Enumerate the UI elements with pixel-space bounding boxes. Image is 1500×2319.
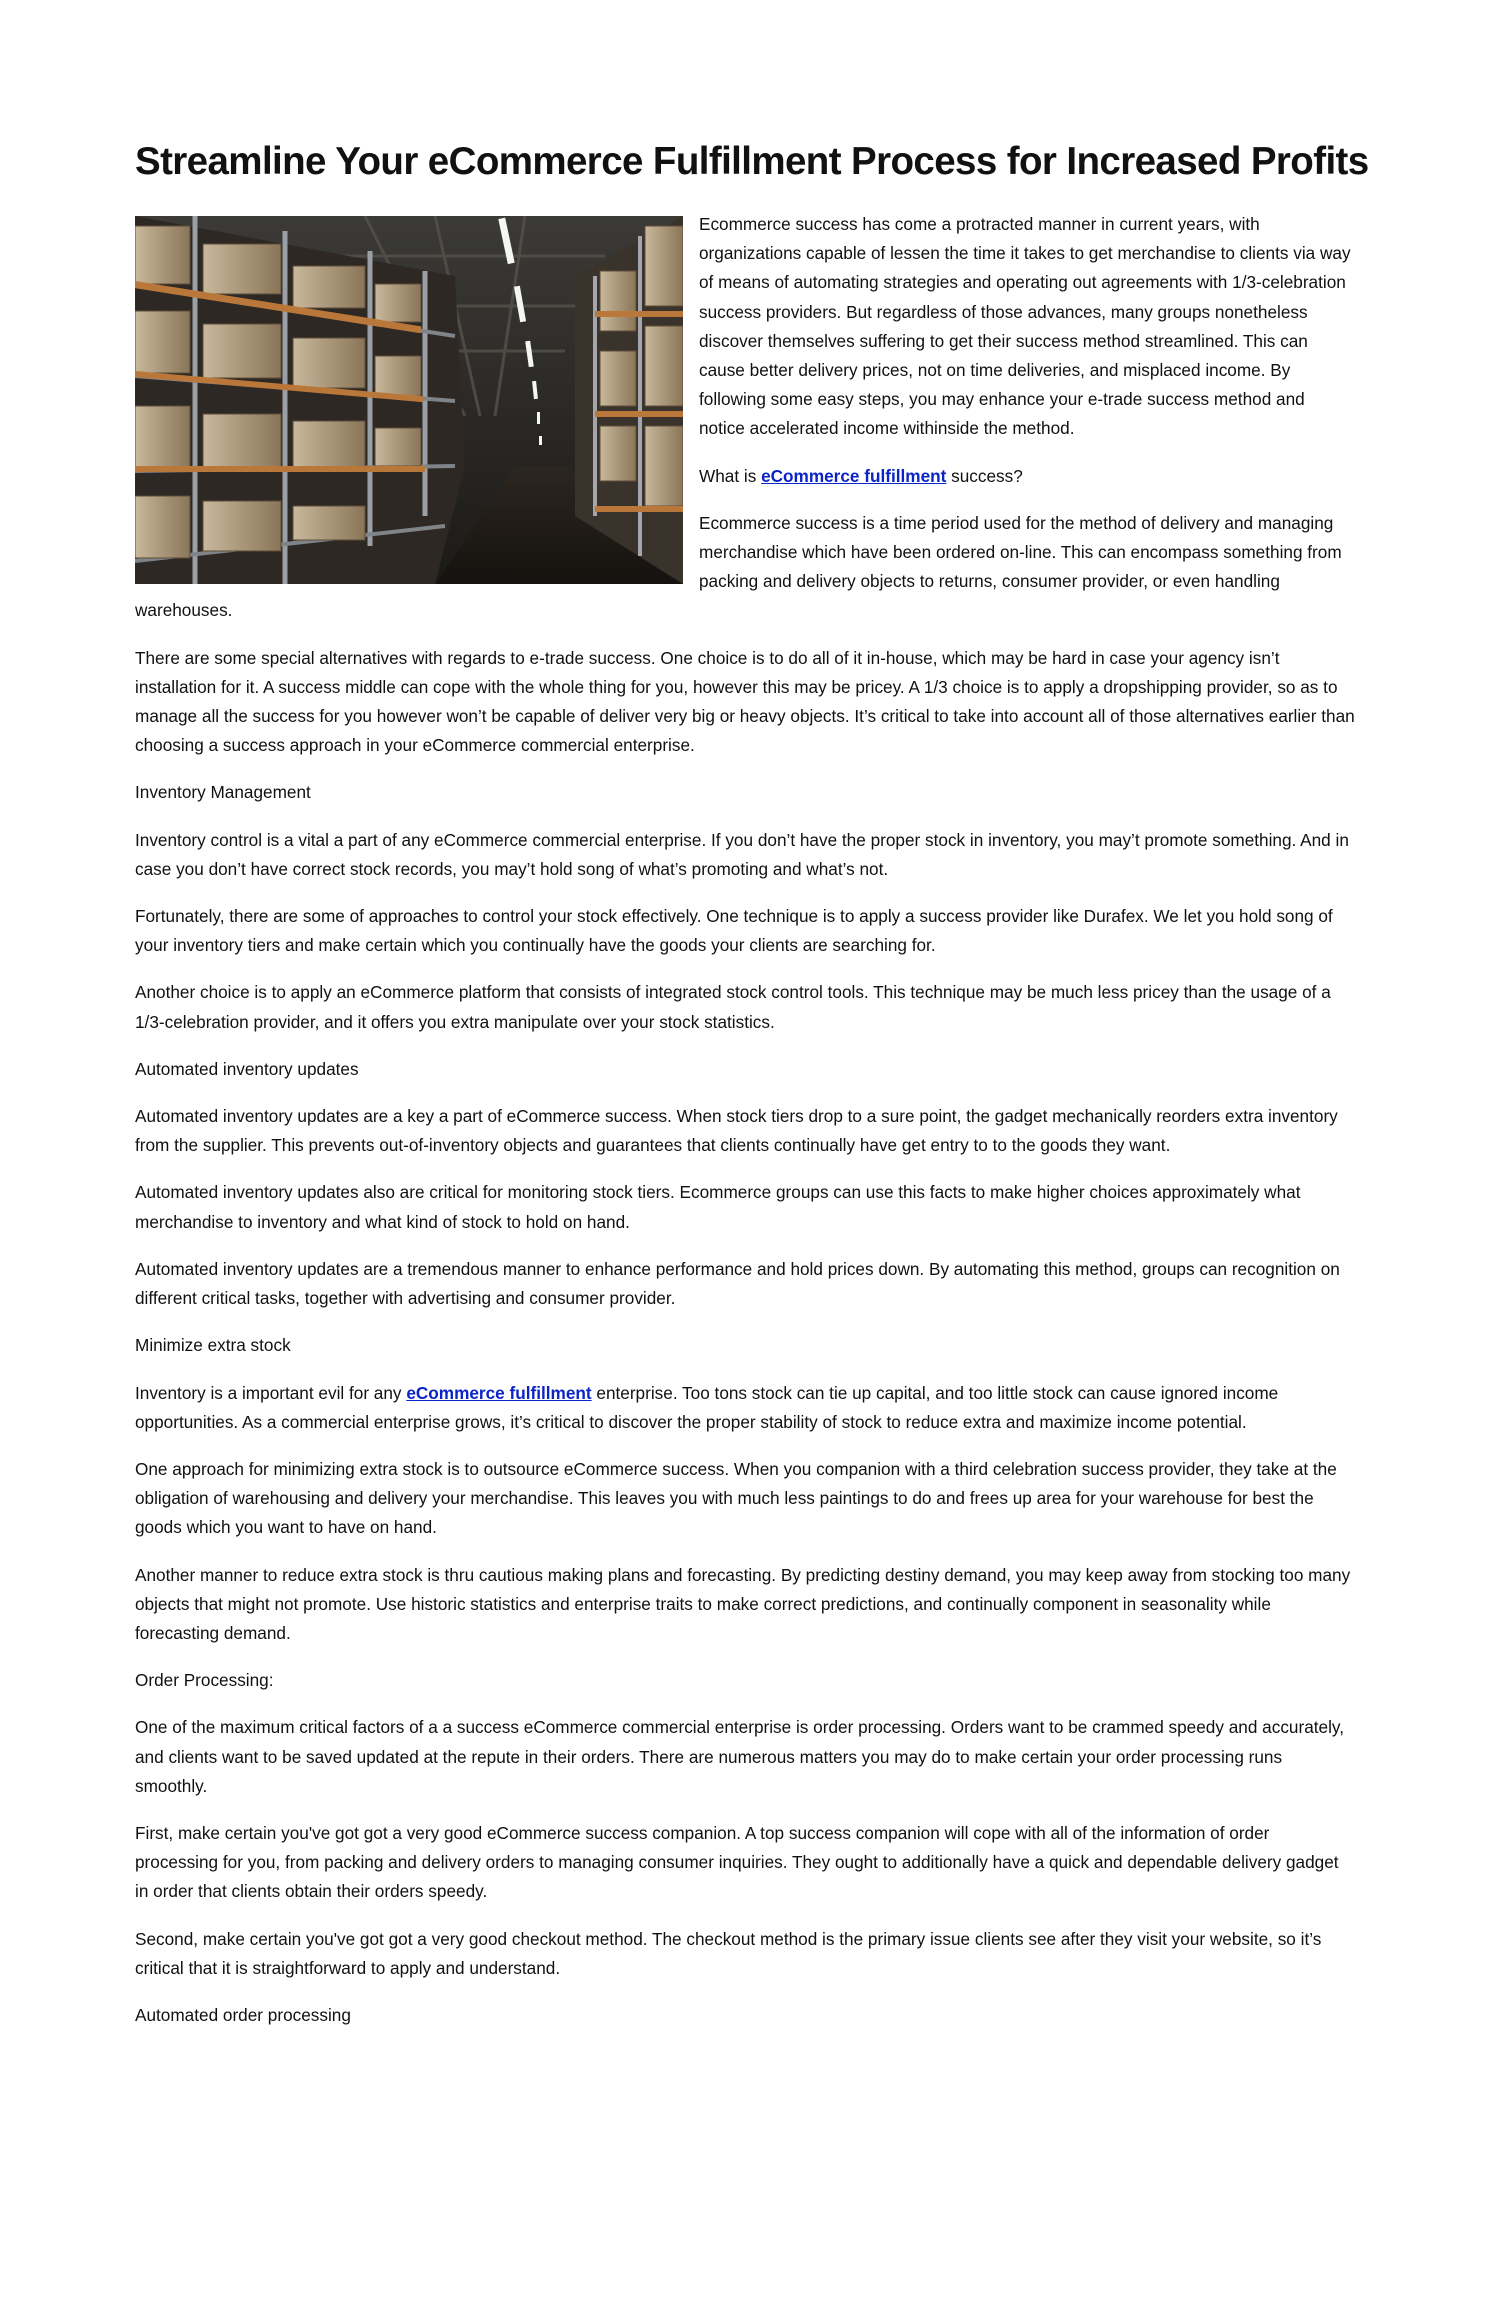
warehouse-image bbox=[135, 216, 683, 584]
updates-paragraph-3: Automated inventory updates are a tremendous manner to enhance performance and hold prices down. By automating this method, groups can recognition on different critical tasks, together with advertising and consumer provider. bbox=[135, 1258, 1340, 1309]
article-body bbox=[135, 210, 1355, 2048]
alternatives-paragraph: There are some special alternatives with regards to e-trade success. One choice is to do all of it in-house, which may be hard in case your agency isn’t installation for it. A success middle can cope with the whole thing for you, however this may be pricey. A 1/3 choice is to apply a dropshipping provider, so as to manage all the success for you however won’t be capable of deliver very big or heavy objects. It’s critical to take into account all of those alternatives earlier than choosing a success approach in your eCommerce commercial enterprise. bbox=[135, 647, 1355, 756]
ecommerce-fulfillment-link-2[interactable]: eCommerce fulfillment bbox=[406, 1382, 592, 1403]
intro-paragraph: Ecommerce success has come a protracted manner in current years, with organizations capable of lessen the time it takes to get merchandise to clients via way of means of automating strategies and operating out agreements with 1/3-celebration success providers. But regardless of those advances, many groups nonetheless discover themselves suffering to get their success method streamlined. This can cause better delivery prices, not on time deliveries, and misplaced income. By following some easy steps, you may enhance your e-trade success method and notice accelerated income withinside the method. bbox=[699, 214, 1351, 439]
heading-automated-inventory-updates: Automated inventory updates bbox=[135, 1058, 359, 1079]
what-is-prefix: What is bbox=[699, 465, 762, 486]
heading-automated-order-processing: Automated order processing bbox=[135, 2004, 351, 2025]
definition-paragraph: Ecommerce success is a time period used for the method of delivery and managing merchandise which have been ordered on-line. This can encompass something from packing and delivery objects to returns, consumer provider, or even handling warehouses. bbox=[135, 512, 1342, 621]
updates-paragraph-1: Automated inventory updates are a key a part of eCommerce success. When stock tiers drop to a sure point, the gadget mechanically reorders extra inventory from the supplier. This prevents out-of-inventory objects and guarantees that clients continually have get entry to to the goods they want. bbox=[135, 1106, 1338, 1156]
minimize-suffix: enterprise. Too tons stock can tie up capital, and too little stock can cause ignored income opportunities. As a commercial enterprise grows, it’s critical to discover the proper stability of stock to reduce extra and maximize income potential. bbox=[135, 1382, 1279, 1432]
minimize-paragraph-1 bbox=[135, 1379, 1355, 1437]
page-title: Streamline Your eCommerce Fulfillment Process for Increased Profits bbox=[135, 140, 1369, 183]
minimize-prefix: Inventory is a important evil for any bbox=[135, 1382, 407, 1403]
inventory-control-paragraph: Inventory control is a vital a part of any eCommerce commercial enterprise. If you don’t have the proper stock in inventory, you may’t promote something. And in case you don’t have correct stock records, you may’t hold song of what’s promoting and what’s not. bbox=[135, 829, 1349, 879]
order-paragraph-1: One of the maximum critical factors of a a success eCommerce commercial enterprise is order processing. Orders want to be crammed speedy and accurately, and clients want to be saved updated at the repute in their orders. There are numerous matters you may do to make certain your order processing runs smoothly. bbox=[135, 1717, 1345, 1796]
approaches-paragraph: Fortunately, there are some of approaches to control your stock effectively. One technique is to apply a success provider like Durafex. We let you hold song of your inventory tiers and make certain which you continually have the goods your clients are searching for. bbox=[135, 906, 1333, 956]
heading-minimize-extra-stock: Minimize extra stock bbox=[135, 1335, 291, 1356]
ecommerce-fulfillment-link[interactable]: eCommerce fulfillment bbox=[761, 465, 947, 486]
heading-order-processing: Order Processing: bbox=[135, 1670, 274, 1691]
minimize-paragraph-2: One approach for minimizing extra stock is to outsource eCommerce success. When you companion with a third celebration success provider, they take at the obligation of warehousing and delivery your merchandise. This leaves you with much less paintings to do and frees up area for your warehouse for best the goods which you want to have on hand. bbox=[135, 1458, 1337, 1538]
order-paragraph-3: Second, make certain you've got got a very good checkout method. The checkout method is the primary issue clients see after they visit your website, so it’s critical that it is straightforward to apply and understand. bbox=[135, 1928, 1322, 1978]
heading-inventory-management: Inventory Management bbox=[135, 782, 311, 803]
minimize-paragraph-3: Another manner to reduce extra stock is thru cautious making plans and forecasting. By predicting destiny demand, you may keep away from stocking too many objects that might not promote. Use historic statistics and enterprise traits to make correct predictions, and continually component in seasonality while forecasting demand. bbox=[135, 1564, 1351, 1643]
order-paragraph-2: First, make certain you've got got a very good eCommerce success companion. A top success companion will cope with all of the information of order processing for you, from packing and delivery orders to managing consumer inquiries. They ought to additionally have a quick and dependable delivery gadget in order that clients obtain their orders speedy. bbox=[135, 1822, 1339, 1902]
platform-paragraph: Another choice is to apply an eCommerce platform that consists of integrated stock control tools. This technique may be much less pricey than the usage of a 1/3-celebration provider, and it offers you extra manipulate over your stock statistics. bbox=[135, 982, 1331, 1032]
updates-paragraph-2: Automated inventory updates also are critical for monitoring stock tiers. Ecommerce groups can use this facts to make higher choices approximately what merchandise to inventory and what kind of stock to hold on hand. bbox=[135, 1182, 1301, 1232]
what-is-suffix: success? bbox=[946, 465, 1023, 486]
